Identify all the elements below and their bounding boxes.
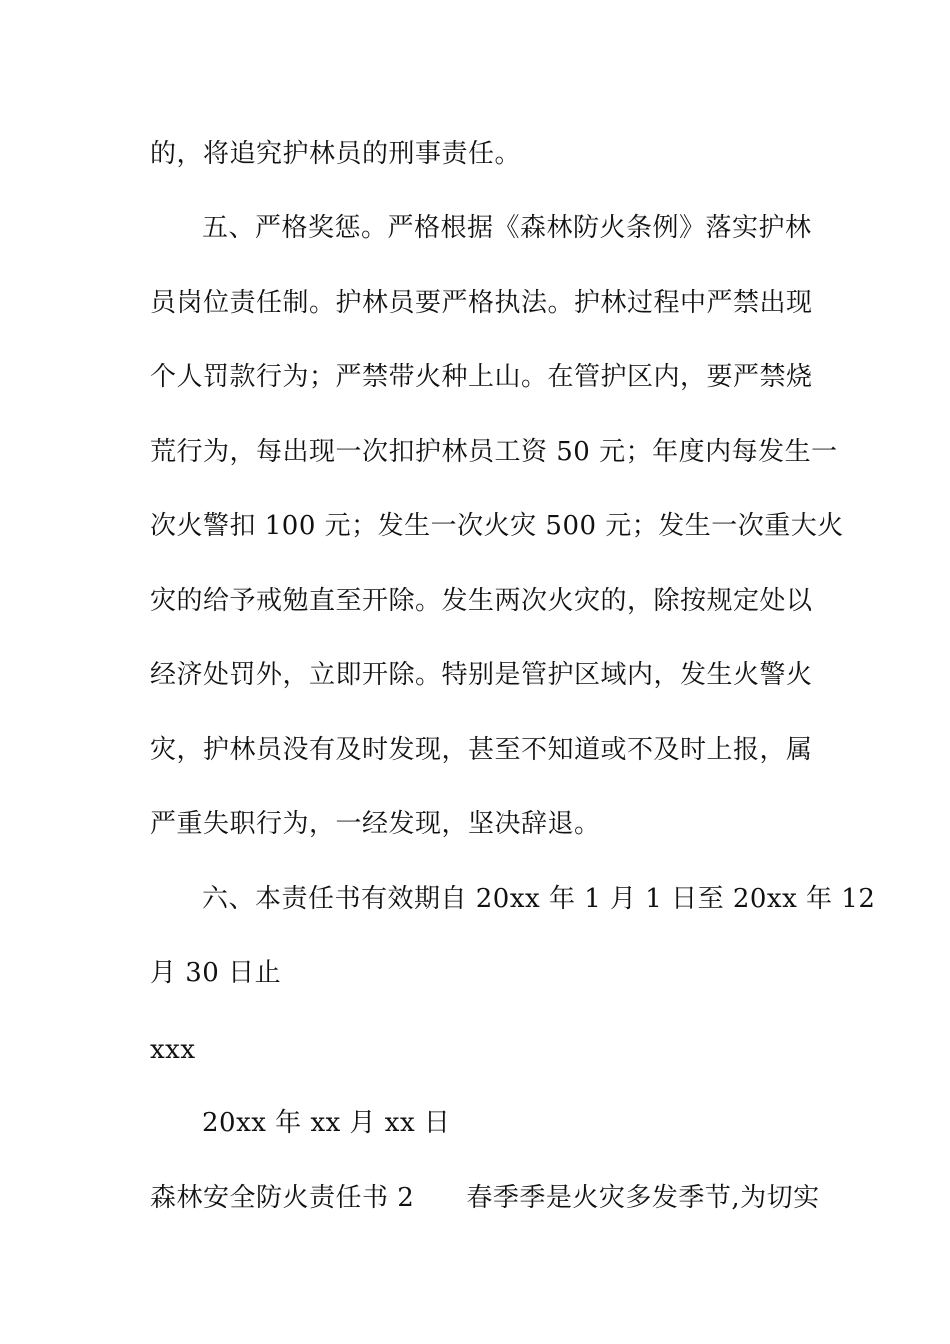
next-section-text: 春季季是火灾多发季节,为切实: [466, 1183, 820, 1213]
text-line: 经济处罚外，立即开除。特别是管护区域内，发生火警火: [150, 660, 813, 690]
text-line: 次火警扣 100 元；发生一次火灾 500 元；发生一次重大火: [150, 511, 844, 541]
text-line: 灾，护林员没有及时发现，甚至不知道或不及时上报，属: [150, 735, 813, 765]
text-line: 严重失职行为，一经发现，坚决辞退。: [150, 809, 601, 839]
text-line: 个人罚款行为；严禁带火种上山。在管护区内，要严禁烧: [150, 362, 813, 392]
text-line: 员岗位责任制。护林员要严格执法。护林过程中严禁出现: [150, 288, 813, 318]
signature-date: 20xx 年 xx 月 xx 日: [202, 1108, 451, 1138]
next-section-line: [150, 1181, 820, 1215]
text-line: 月 30 日止: [150, 958, 282, 988]
text-line: 六、本责任书有效期自 20xx 年 1 月 1 日至 20xx 年 12: [202, 884, 876, 914]
text-line: 灾的给予戒勉直至开除。发生两次火灾的，除按规定处以: [150, 586, 813, 616]
signature-name: xxx: [150, 1035, 196, 1065]
text-line: 荒行为，每出现一次扣护林员工资 50 元；年度内每发生一: [150, 437, 838, 467]
text-line: 的，将追究护林员的刑事责任。: [150, 139, 522, 169]
text-line: 五、严格奖惩。严格根据《森林防火条例》落实护林: [202, 213, 812, 243]
next-section-title: 森林安全防火责任书 2: [150, 1183, 415, 1213]
